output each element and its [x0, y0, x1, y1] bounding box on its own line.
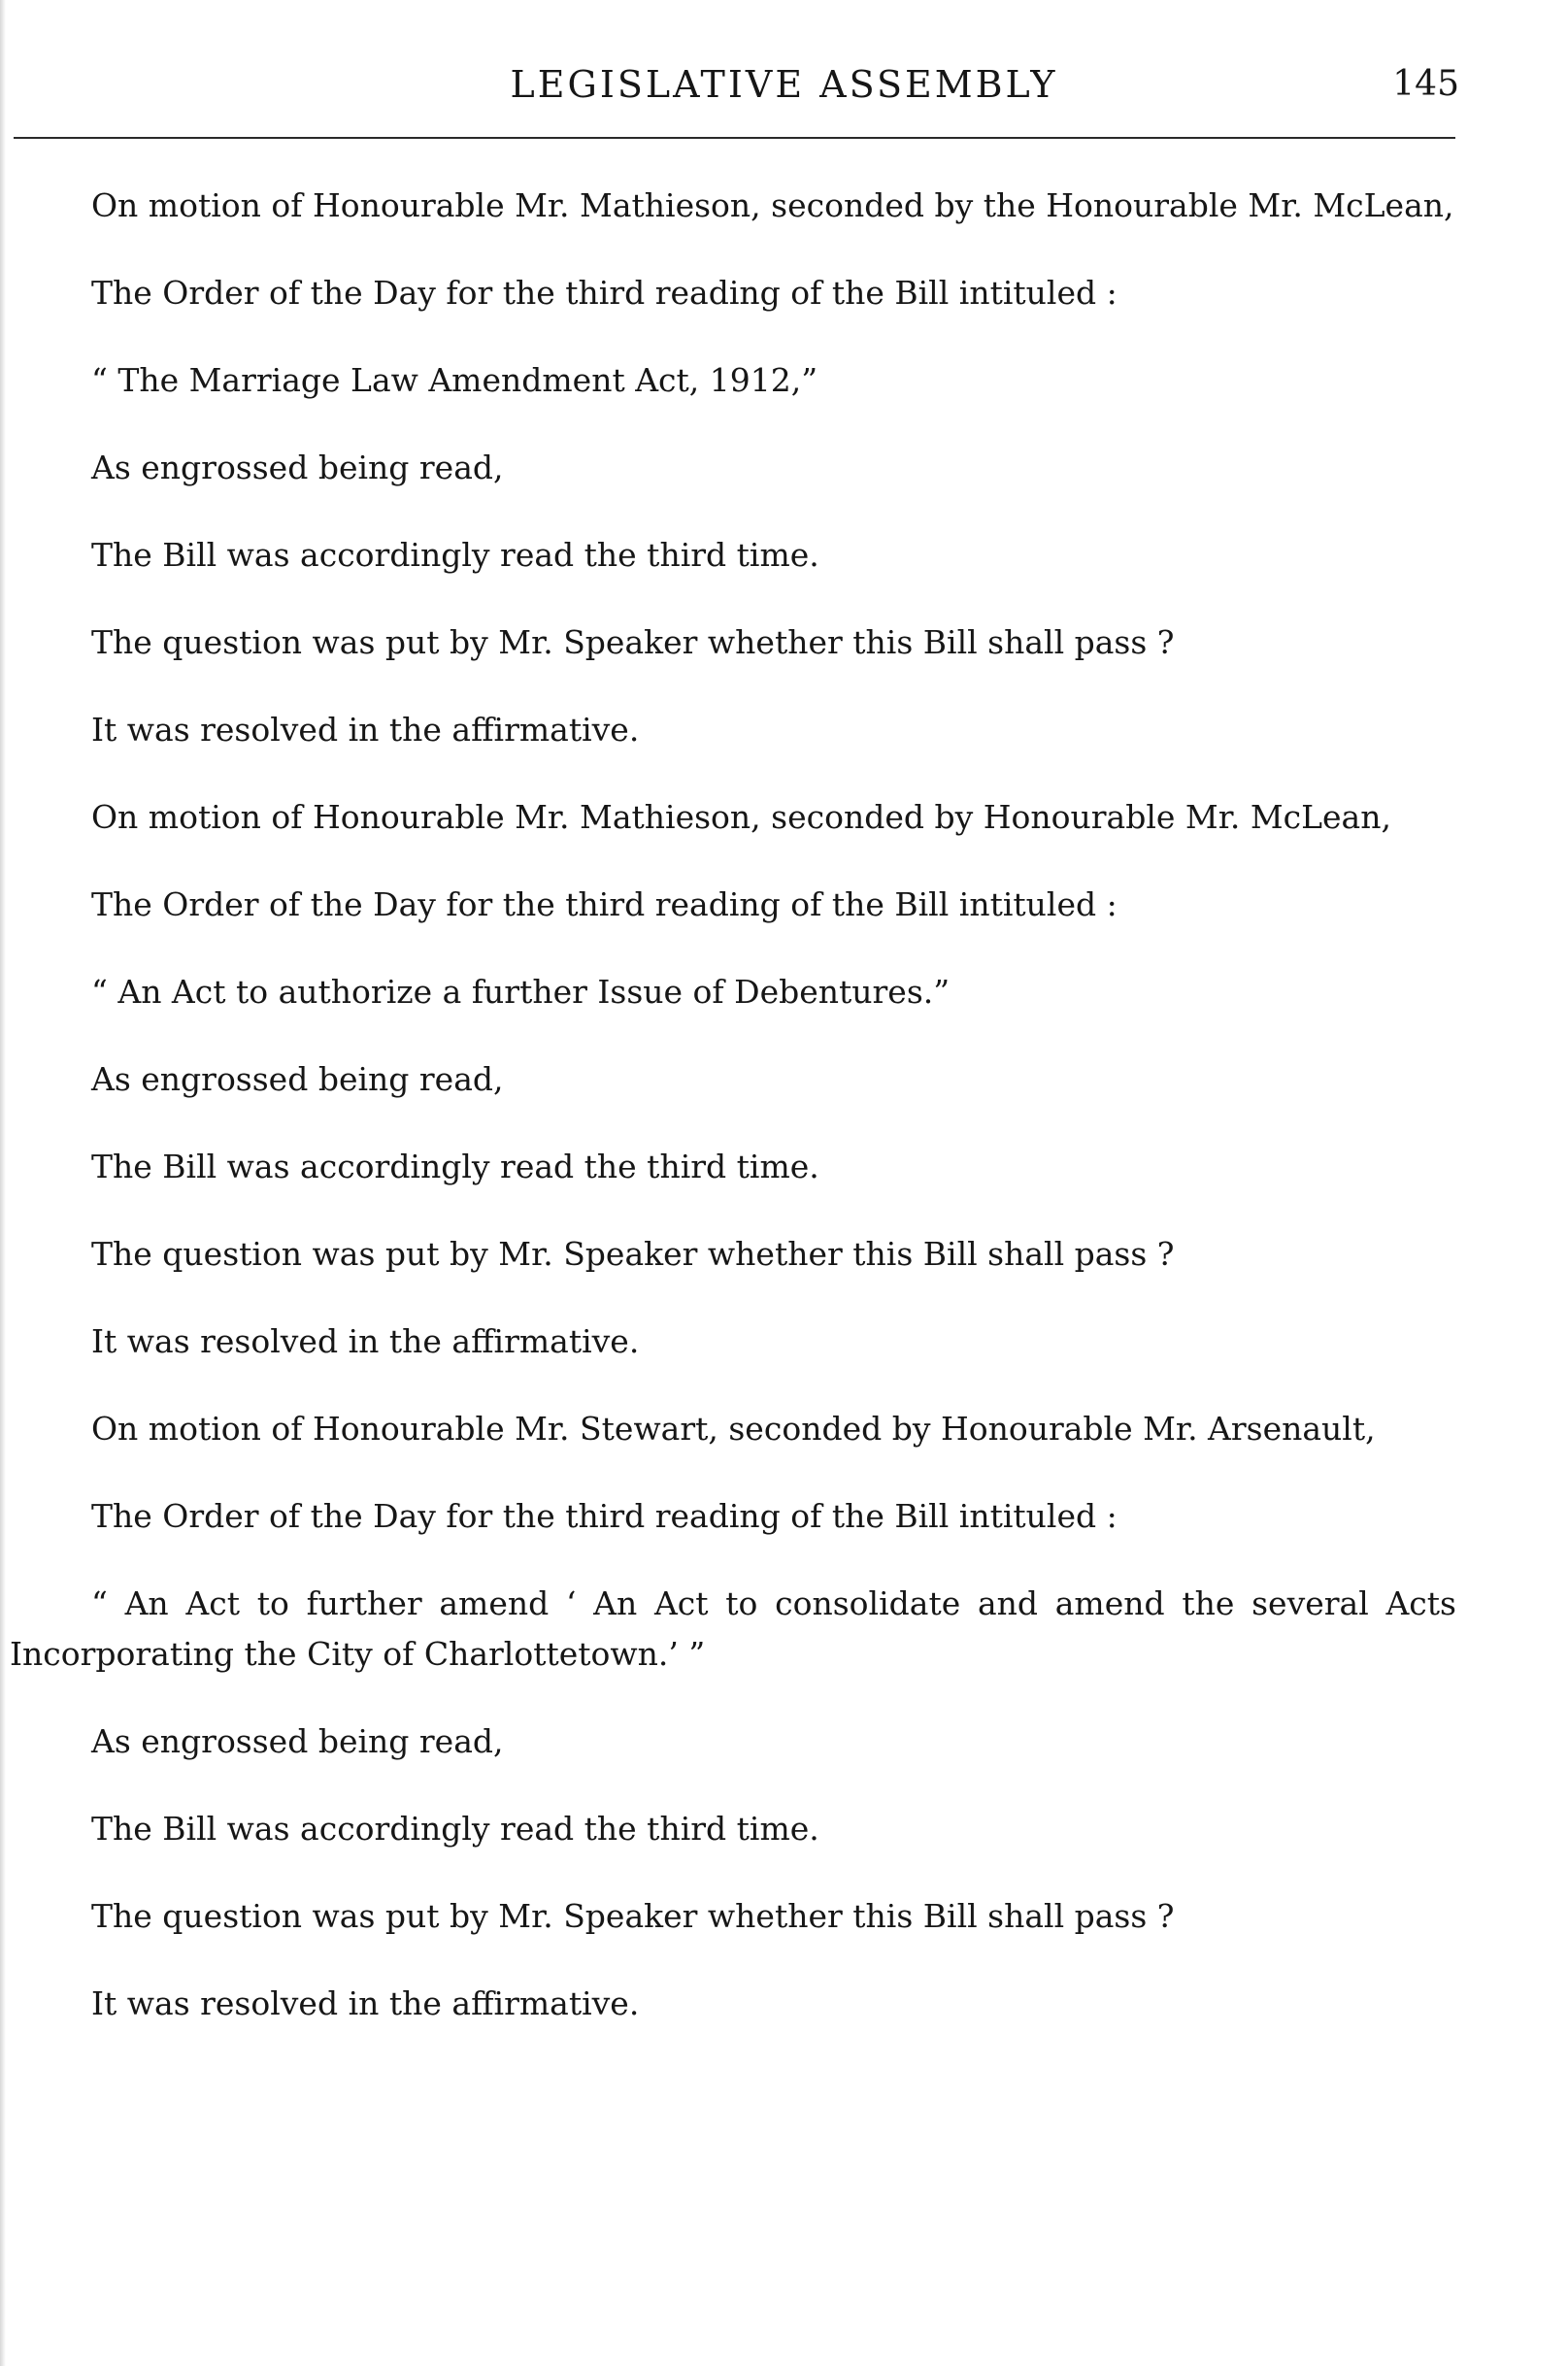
bill-title-paragraph: “ An Act to authorize a further Issue of Debentures.” [91, 973, 951, 1011]
header-rule [14, 137, 1455, 139]
resolution-paragraph: It was resolved in the affirmative. [91, 711, 640, 749]
page-number: 145 [1392, 64, 1459, 104]
order-of-day-paragraph: The Order of the Day for the third reading of the Bill intituled : [91, 274, 1118, 312]
motion-paragraph: On motion of Honourable Mr. Mathieson, seconded by Honourable Mr. McLean, [91, 798, 1391, 836]
third-reading-paragraph: The Bill was accordingly read the third time. [91, 1148, 819, 1185]
bill-title-paragraph: “ An Act to further amend ‘ An Act to consolidate and amend the several Acts Incorporating the City of Charlottetown.’ ” [10, 1584, 1456, 1673]
resolution-paragraph: It was resolved in the affirmative. [91, 1984, 640, 2022]
third-reading-paragraph: The Bill was accordingly read the third time. [91, 1810, 819, 1848]
order-of-day-paragraph: The Order of the Day for the third reading of the Bill intituled : [91, 1497, 1118, 1535]
order-of-day-paragraph: The Order of the Day for the third reading of the Bill intituled : [91, 885, 1118, 923]
engrossed-paragraph: As engrossed being read, [91, 1722, 504, 1760]
running-title: LEGISLATIVE ASSEMBLY [510, 63, 1058, 106]
body-text [10, 181, 1456, 2066]
running-head [0, 60, 1568, 109]
motion-block [10, 1404, 1456, 2029]
motion-paragraph: On motion of Honourable Mr. Stewart, seconded by Honourable Mr. Arsenault, [91, 1410, 1376, 1448]
question-paragraph: The question was put by Mr. Speaker whether this Bill shall pass ? [91, 1897, 1175, 1935]
question-paragraph: The question was put by Mr. Speaker whether this Bill shall pass ? [91, 623, 1175, 661]
question-paragraph: The question was put by Mr. Speaker whether this Bill shall pass ? [91, 1235, 1175, 1273]
motion-block [10, 181, 1456, 755]
motion-block [10, 792, 1456, 1367]
bill-title-paragraph: “ The Marriage Law Amendment Act, 1912,” [91, 361, 818, 399]
page-edge-shadow [0, 0, 6, 2366]
resolution-paragraph: It was resolved in the affirmative. [91, 1322, 640, 1360]
motion-paragraph: On motion of Honourable Mr. Mathieson, seconded by the Honourable Mr. McLean, [91, 186, 1454, 224]
engrossed-paragraph: As engrossed being read, [91, 449, 504, 486]
engrossed-paragraph: As engrossed being read, [91, 1060, 504, 1098]
third-reading-paragraph: The Bill was accordingly read the third time. [91, 536, 819, 574]
